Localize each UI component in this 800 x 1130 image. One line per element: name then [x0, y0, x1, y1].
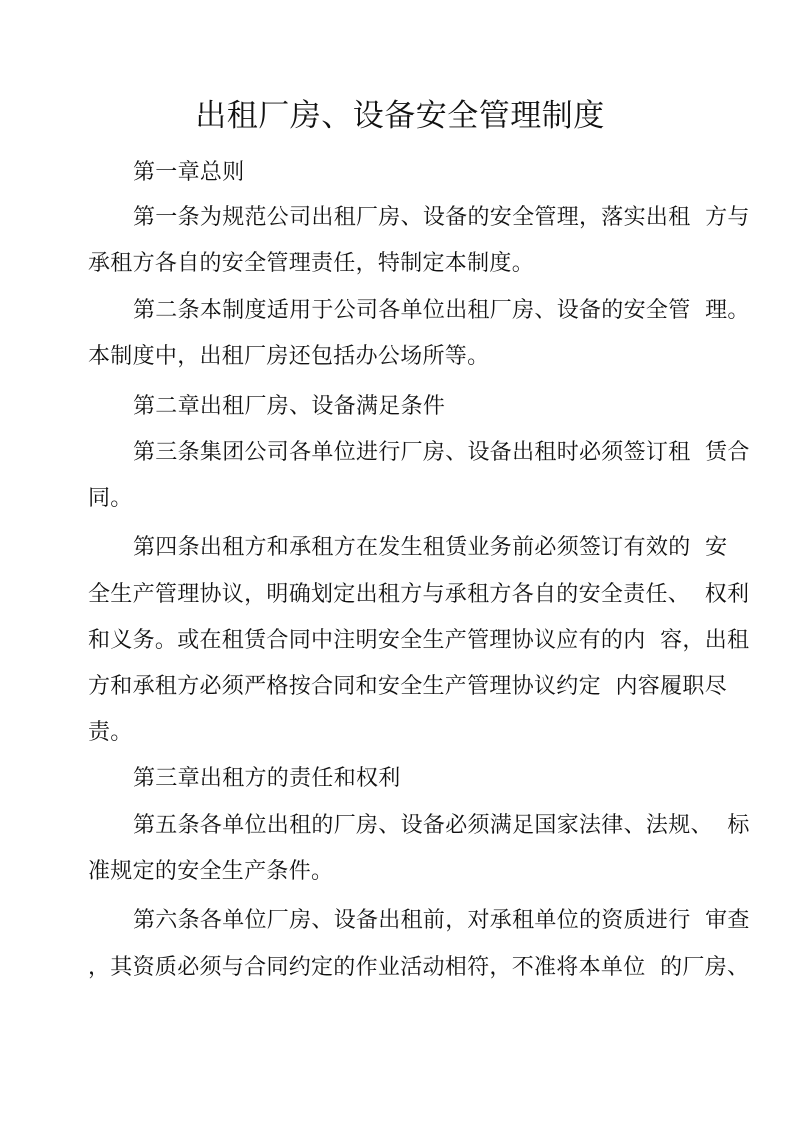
article-4-line-5: 责。: [88, 720, 133, 745]
article-6-line-2: ，其资质必须与合同约定的作业活动相符，不准将本单位 的厂房、: [88, 955, 750, 980]
chapter-heading-3: 第三章出租方的责任和权利: [133, 766, 401, 791]
article-4-line-1: 第四条出租方和承租方在发生租赁业务前必须签订有效的 安: [133, 535, 728, 560]
article-1-line-2: 承租方各自的安全管理责任，特制定本制度。: [88, 251, 535, 276]
article-2-line-2: 本制度中，出租厂房还包括办公场所等。: [88, 344, 490, 369]
article-4-line-4: 方和承租方必须严格按合同和安全生产管理协议约定 内容履职尽: [88, 674, 727, 699]
article-2-line-1: 第二条本制度适用于公司各单位出租厂房、设备的安全管 理。: [133, 298, 750, 323]
article-5-line-1: 第五条各单位出租的厂房、设备必须满足国家法律、法规、 标: [133, 813, 750, 838]
chapter-heading-2: 第二章出租厂房、设备满足条件: [133, 394, 446, 419]
article-5-line-2: 准规定的安全生产条件。: [88, 859, 334, 884]
chapter-heading-1: 第一章总则: [133, 160, 245, 185]
article-4-line-3: 和义务。或在租赁合同中注明安全生产管理协议应有的内 容，出租: [88, 628, 750, 653]
article-4-line-2: 全生产管理协议，明确划定出租方与承租方各自的安全责任、 权利: [88, 582, 750, 607]
article-3-line-2: 同。: [88, 486, 133, 511]
article-1-line-1: 第一条为规范公司出租厂房、设备的安全管理，落实出租 方与: [133, 205, 750, 230]
article-6-line-1: 第六条各单位厂房、设备出租前，对承租单位的资质进行 审查: [133, 908, 750, 933]
article-3-line-1: 第三条集团公司各单位进行厂房、设备出租时必须签订租 赁合: [133, 440, 750, 465]
document-title: 出租厂房、设备安全管理制度: [195, 98, 605, 134]
